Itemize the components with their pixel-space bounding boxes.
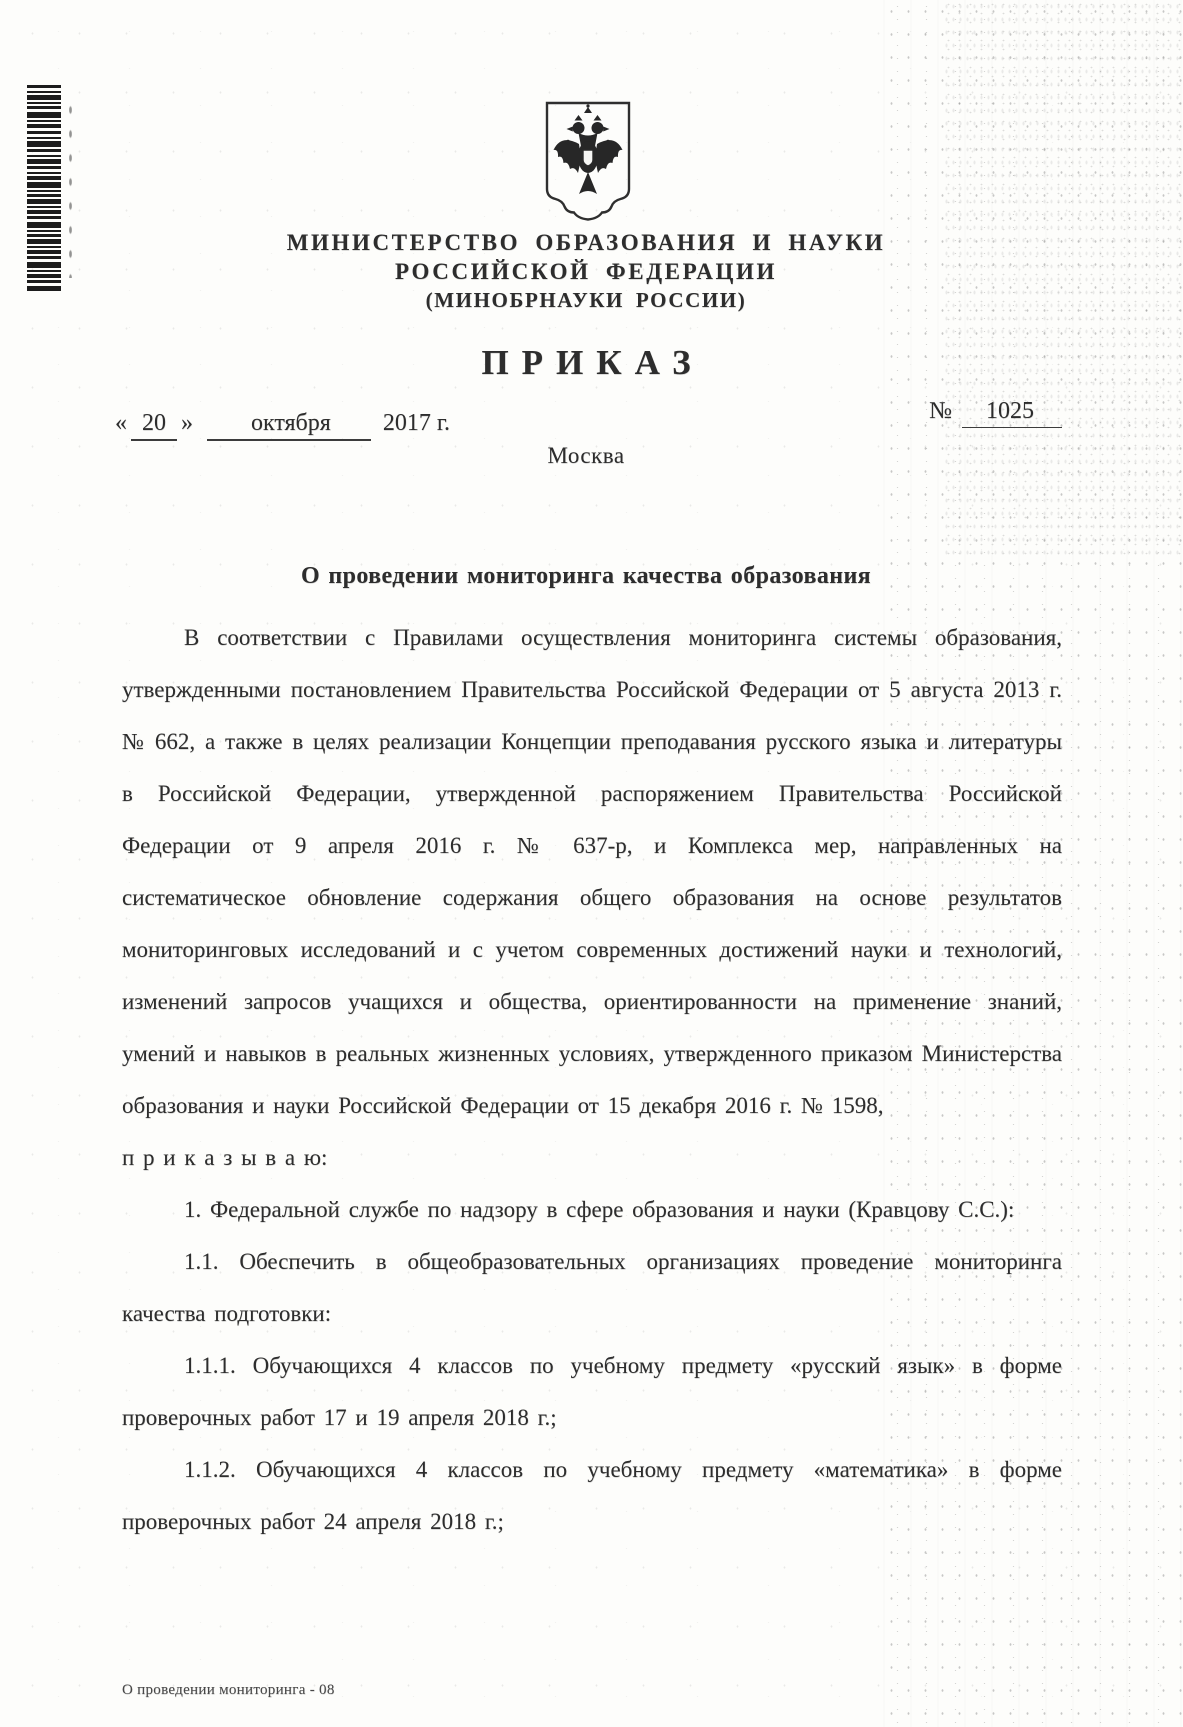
russia-coat-of-arms-icon <box>541 100 635 231</box>
footer-reference: О проведении мониторинга - 08 <box>122 1682 335 1698</box>
date-day: 20 <box>131 411 177 441</box>
city-label: Москва <box>547 443 625 468</box>
paragraph-item-1: 1. Федеральной службе по надзору в сфере образования и науки (Кравцову С.С.): <box>184 1197 1015 1222</box>
paragraph-preamble: В соответствии с Правилами осуществления мониторинга системы образования, утвержденными постановлением Правительства Российской Федерации от 5 августа 2013 г. № 662, а также в целях реализации Концепции преподавания русского языка и литературы в Российской Федерации, утвержденной распоряжением Правительства Российской Федерации от 9 апреля 2016 г. № 637-р, и Комплекса мер, направленных на систематическое обновление содержания общего образования на основе результатов мониторинговых исследований и с учетом современных достижений науки и технологий, изменений запросов учащихся и общества, ориентированности на применение знаний, умений и навыков в реальных жизненных условиях, утвержденного приказом Министерства образования и науки Российской Федерации от 15 декабря 2016 г. № 1598, <box>122 625 1062 1118</box>
order-number-field <box>929 398 1062 428</box>
document-type-heading: ПРИКАЗ <box>481 343 704 382</box>
date-month: октября <box>207 411 371 441</box>
ministry-short-name: (МИНОБРНАУКИ РОССИИ) <box>425 288 747 312</box>
number-sign: № <box>929 398 952 424</box>
ministry-line2: РОССИЙСКОЙ ФЕДЕРАЦИИ <box>395 259 777 284</box>
document-title: О проведении мониторинга качества образования <box>300 563 872 589</box>
paragraph-item-1-1-1: 1.1.1. Обучающихся 4 классов по учебному предмету «русский язык» в форме проверочных работ 17 и 19 апреля 2018 г.; <box>122 1353 1062 1430</box>
date-field <box>115 410 450 441</box>
document-body <box>122 612 1062 1548</box>
date-open-quote: « <box>115 410 127 436</box>
date-year: 2017 г. <box>382 410 450 436</box>
paragraph-item-1-1-2: 1.1.2. Обучающихся 4 классов по учебному предмету «математика» в форме проверочных работ 24 апреля 2018 г.; <box>122 1457 1062 1534</box>
ministry-line1: МИНИСТЕРСТВО ОБРАЗОВАНИЯ И НАУКИ <box>286 230 886 255</box>
paragraph-prikazyvayu: п р и к а з ы в а ю: <box>122 1145 328 1170</box>
date-close-quote: » <box>181 410 193 436</box>
paragraph-item-1-1: 1.1. Обеспечить в общеобразовательных организациях проведение мониторинга качества подготовки: <box>122 1249 1062 1326</box>
ministry-name <box>0 228 1172 286</box>
order-number: 1025 <box>962 399 1062 428</box>
